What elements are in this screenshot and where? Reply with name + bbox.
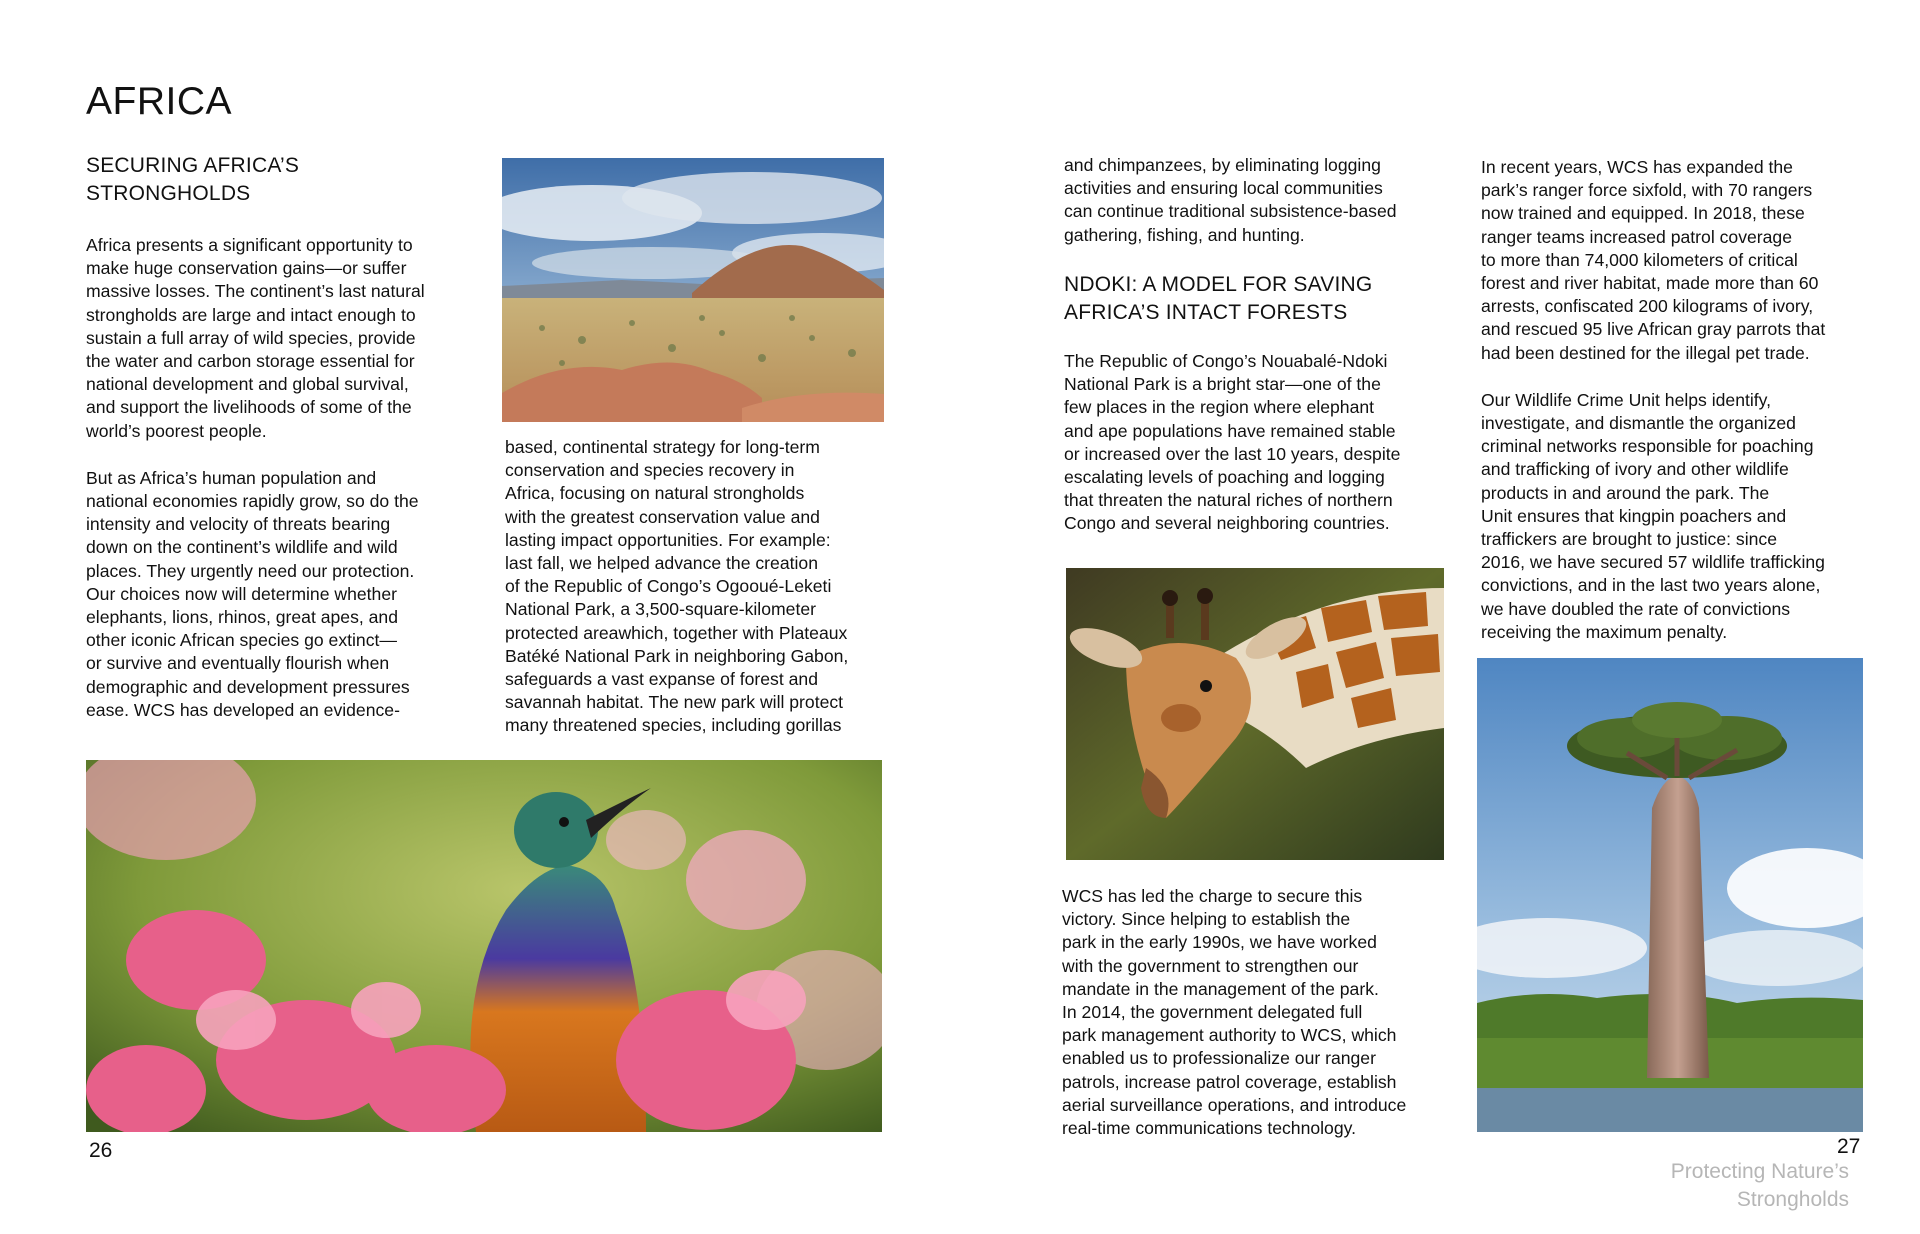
- page-title: AFRICA: [86, 80, 233, 123]
- column-3-bottom: WCS has led the charge to secure this victory. Since helping to establish the park in the early 1990s, we have worked with the government to strengthen our mandate in the management of the park. In 2014, the government delegated full park management authority to WCS, which enabled us to professionalize our ranger patrols, increase patrol coverage, establish aerial surveillance operations, and introduce real-time communications technology.: [1062, 886, 1407, 1139]
- page-number-left: 26: [89, 1139, 113, 1162]
- column-2-text: based, continental strategy for long-term conservation and species recovery in Africa, focusing on natural strongholds with the greatest conservation value and lasting impact opportunities. For example: last fall, we helped advance the creation of the Republic of Congo’s Ogooué-Leketi National Park, a 3,500-square-kilometer protected areawhich, together with Plateaux Batéké National Park in neighboring Gabon, safeguards a vast expanse of forest and savannah habitat. The new park will protect many threatened species, including gorillas: [505, 437, 849, 736]
- column-1: [86, 234, 486, 722]
- desert-landscape-photo: [502, 158, 884, 422]
- giraffe-photo: [1066, 568, 1444, 860]
- section-heading-ndoki: NDOKI: A MODEL FOR SAVING AFRICA’S INTACT FORESTS: [1064, 273, 1373, 324]
- page-number-right: 27: [1837, 1135, 1861, 1158]
- body-paragraph: Africa presents a significant opportunity to make huge conservation gains—or suffer massive losses. The continent’s last natural strongholds are large and intact enough to sustain a full array of wild species, provide the water and carbon storage essential for national development and global survival, and support the livelihoods of some of the world’s poorest people.: [86, 235, 425, 441]
- body-paragraph: In recent years, WCS has expanded the park’s ranger force sixfold, with 70 rangers now trained and equipped. In 2018, these ranger teams increased patrol coverage to more than 74,000 kilometers of critical forest and river habitat, made more than 60 arrests, confiscated 200 kilograms of ivory, and rescued 95 live African gray parrots that had been destined for the illegal pet trade.: [1481, 157, 1826, 363]
- footer-title: Protecting Nature’s Strongholds: [1670, 1160, 1849, 1211]
- sunbird-photo: [86, 760, 882, 1132]
- column-3-intro: and chimpanzees, by eliminating logging activities and ensuring local communities can continue traditional subsistence-based gathering, fishing, and hunting.: [1064, 155, 1397, 245]
- body-paragraph: Our Wildlife Crime Unit helps identify, investigate, and dismantle the organized criminal networks responsible for poaching and trafficking of ivory and other wildlife products in and around the park. The Unit ensures that kingpin poachers and traffickers are brought to justice: since 2016, we have secured 57 wildlife trafficking convictions, and in the last two years alone, we have doubled the rate of convictions receiving the maximum penalty.: [1481, 389, 1825, 642]
- baobab-tree-photo: [1477, 658, 1863, 1132]
- column-3-paragraph: The Republic of Congo’s Nouabalé-Ndoki National Park is a bright star—one of the few places in the region where elephant and ape populations have remained stable or increased over the last 10 years, despite escalating levels of poaching and logging that threaten the natural riches of northern Congo and several neighboring countries.: [1064, 351, 1401, 534]
- body-paragraph: But as Africa’s human population and national economies rapidly grow, so do the intensity and velocity of threats bearing down on the continent’s wildlife and wild places. They urgently need our protection. Our choices now will determine whether elephants, lions, rhinos, great apes, and other iconic African species go extinct— or survive and eventually flourish when demographic and development pressures ease. WCS has developed an evidence-: [86, 467, 419, 720]
- column-4: [1481, 156, 1891, 644]
- section-heading-securing: SECURING AFRICA’S STRONGHOLDS: [86, 154, 300, 205]
